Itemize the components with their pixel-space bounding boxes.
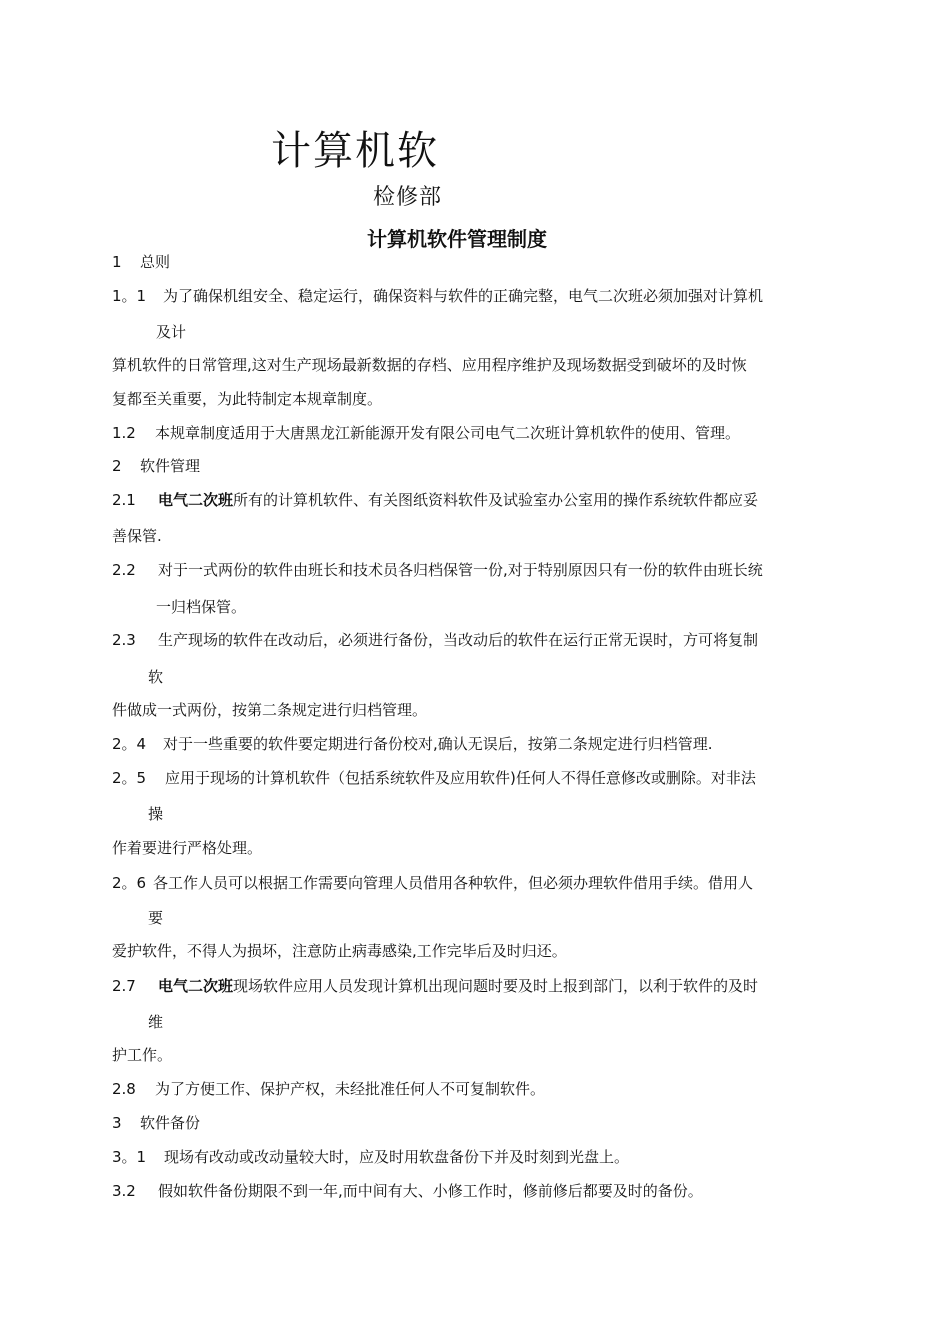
clause-text: 对于一些重要的软件要定期进行备份校对,确认无误后，按第二条规定进行归档管理. [163, 735, 713, 753]
clause-number: 2.3 [112, 631, 136, 649]
clause-text: 对于一式两份的软件由班长和技术员各归档保管一份,对于特别原因只有一份的软件由班长统 [158, 561, 763, 579]
section-number: 3 [112, 1114, 122, 1132]
clause-2-6-wrap: 要 [148, 909, 164, 927]
clause-text: 假如软件备份期限不到一年,而中间有大、小修工作时，修前修后都要及时的备份。 [158, 1182, 703, 1200]
team-name: 电气二次班 [158, 491, 234, 509]
clause-2-3-wrap: 软 [148, 668, 164, 686]
clause-text: 现场有改动或改动量较大时，应及时用软盘备份下并及时刻到光盘上。 [164, 1148, 630, 1166]
clause-2-7-wrap: 维 [148, 1013, 164, 1031]
clause-3-1 [112, 1147, 629, 1167]
clause-2-1 [112, 490, 758, 510]
clause-2-8 [112, 1079, 545, 1099]
section-title: 软件管理 [140, 457, 201, 475]
clause-number: 3。1 [112, 1148, 147, 1166]
clause-number: 2。6 [112, 874, 147, 892]
clause-text: 应用于现场的计算机软件（包括系统软件及应用软件)任何人不得任意修改或删除。对非法 [165, 769, 756, 787]
document-title: 计算机软件管理制度 [367, 227, 547, 251]
section-heading-general [112, 252, 170, 272]
clause-number: 2.7 [112, 977, 136, 995]
section-title: 总则 [140, 253, 171, 271]
clause-text: 所有的计算机软件、有关图纸资料软件及试验室办公室用的操作系统软件都应妥 [233, 491, 759, 509]
clause-1-2 [112, 423, 740, 443]
section-heading-software-management [112, 456, 200, 476]
clause-number: 1。1 [112, 287, 147, 305]
clause-2-3 [112, 630, 758, 650]
clause-text: 生产现场的软件在改动后，必须进行备份，当改动后的软件在运行正常无误时，方可将复制 [158, 631, 759, 649]
clause-2-6-cont: 爱护软件，不得人为损坏，注意防止病毒感染,工作完毕后及时归还。 [112, 942, 567, 960]
clause-1-1-cont: 算机软件的日常管理,这对生产现场最新数据的存档、应用程序维护及现场数据受到破坏的及时恢 [112, 356, 747, 374]
clause-2-1-cont: 善保管. [112, 527, 162, 545]
clause-2-5-cont: 作着要进行严格处理。 [112, 839, 263, 857]
section-title: 软件备份 [140, 1114, 201, 1132]
clause-2-7 [112, 976, 758, 996]
clause-number: 2。4 [112, 735, 147, 753]
clause-2-4 [112, 734, 713, 754]
clause-1-1-cont: 复都至关重要，为此特制定本规章制度。 [112, 390, 383, 408]
clause-text: 为了方便工作、保护产权，未经批准任何人不可复制软件。 [155, 1080, 546, 1098]
cover-big-title: 计算机软 [271, 128, 439, 174]
clause-2-5-wrap: 操 [148, 805, 164, 823]
clause-number: 2.2 [112, 561, 136, 579]
clause-number: 1.2 [112, 424, 136, 442]
clause-text: 现场软件应用人员发现计算机出现问题时要及时上报到部门，以利于软件的及时 [233, 977, 759, 995]
clause-2-2-wrap: 一归档保管。 [156, 598, 247, 616]
team-name: 电气二次班 [158, 977, 234, 995]
clause-number: 3.2 [112, 1182, 136, 1200]
cover-sub-title: 检修部 [373, 185, 443, 210]
clause-text: 本规章制度适用于大唐黑龙江新能源开发有限公司电气二次班计算机软件的使用、管理。 [155, 424, 741, 442]
clause-number: 2.1 [112, 491, 136, 509]
clause-2-2 [112, 560, 763, 580]
clause-2-3-cont: 件做成一式两份，按第二条规定进行归档管理。 [112, 701, 428, 719]
clause-1-1 [112, 286, 763, 306]
clause-3-2 [112, 1181, 703, 1201]
clause-number: 2。5 [112, 769, 147, 787]
clause-text: 为了确保机组安全、稳定运行，确保资料与软件的正确完整，电气二次班必须加强对计算机 [163, 287, 764, 305]
section-number: 1 [112, 253, 122, 271]
clause-1-1-wrap: 及计 [156, 323, 187, 341]
clause-number: 2.8 [112, 1080, 136, 1098]
section-heading-software-backup [112, 1113, 200, 1133]
clause-text: 各工作人员可以根据工作需要向管理人员借用各种软件，但必须办理软件借用手续。借用人 [153, 874, 754, 892]
section-number: 2 [112, 457, 122, 475]
clause-2-7-cont: 护工作。 [112, 1046, 173, 1064]
clause-2-5 [112, 768, 756, 788]
clause-2-6 [112, 873, 753, 893]
